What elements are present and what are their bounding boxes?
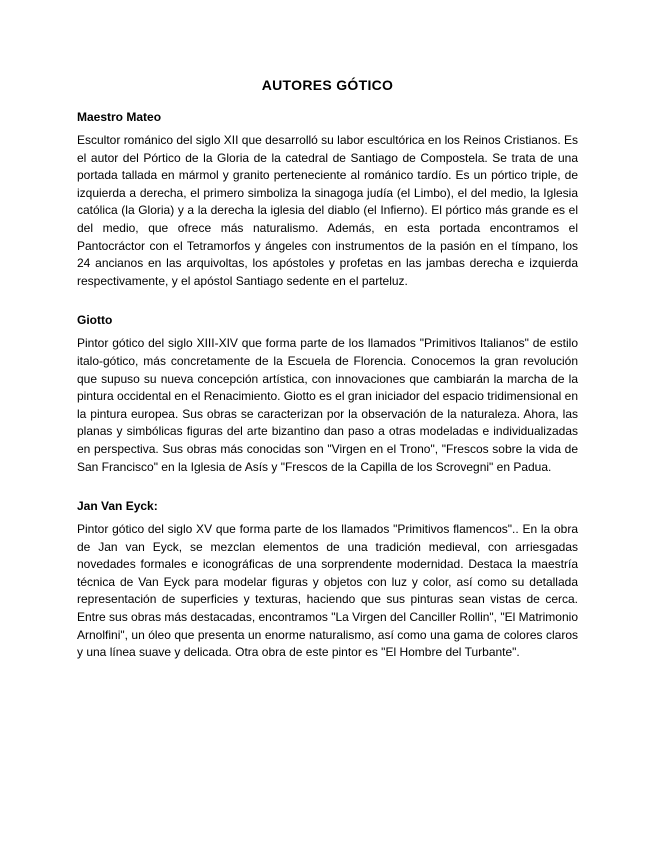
section-paragraph: Pintor gótico del siglo XIII-XIV que forma parte de los llamados "Primitivos Italianos" de estilo italo-gótico, más concretamente de la Escuela de Florencia. Conocemos la gran revolución que supuso su nueva concepción artística, con innovaciones que cambiarán la marcha de la pintura occidental en el Renacimiento. Giotto es el gran iniciador del espacio tridimensional en la pintura europea. Sus obras se caracterizan por la observación de la naturaleza. Ahora, las planas y simbólicas figuras del arte bizantino dan paso a otras modeladas e individualizadas en perspectiva. Sus obras más conocidas son "Virgen en el Trono", "Frescos sobre la vida de San Francisco" en la Iglesia de Asís y "Frescos de la Capilla de los Scrovegni" en Padua. bbox=[77, 336, 578, 474]
document-title: AUTORES GÓTICO bbox=[261, 77, 394, 93]
section-giotto bbox=[77, 312, 578, 476]
section-heading: Jan Van Eyck: bbox=[77, 499, 158, 514]
section-jan-van-eyck bbox=[77, 498, 578, 662]
section-paragraph: Pintor gótico del siglo XV que forma parte de los llamados "Primitivos flamencos".. En la obra de Jan van Eyck, se mezclan elementos de una tradición medieval, con arriesgadas novedades formales e iconográficas de una sorprendente modernidad. Destaca la maestría técnica de Van Eyck para modelar figuras y objetos con luz y color, así como su detallada representación de superficies y texturas, haciendo que sus pinturas sean vistas de cerca. Entre sus obras más destacadas, encontramos "La Virgen del Canciller Rollin", "El Matrimonio Arnolfini", un óleo que presenta un enorme naturalismo, así como una gama de colores claros y una línea suave y delicada. Otra obra de este pintor es "El Hombre del Turbante". bbox=[77, 522, 578, 660]
section-heading: Maestro Mateo bbox=[77, 110, 162, 124]
section-maestro-mateo bbox=[77, 109, 578, 290]
section-heading: Giotto bbox=[77, 313, 113, 328]
section-paragraph: Escultor románico del siglo XII que desarrolló su labor escultórica en los Reinos Cristianos. Es el autor del Pórtico de la Gloria de la catedral de Santiago de Compostela. Se trata de una portada tallada en mármol y granito perteneciente al románico tardío. Es un pórtico triple, de izquierda a derecha, el primero simboliza la sinagoga judía (el Limbo), el del medio, la Iglesia católica (la Gloria) y a la derecha la iglesia del diablo (el Infierno). El pórtico más grande es el del medio, que ofrece más naturalismo. Además, en esta portada encontramos el Pantocráctor con el Tetramorfos y ángeles con instrumentos de la pasión en el tímpano, los 24 ancianos en las arquivoltas, los apóstoles y profetas en las jambas derecha e izquierda respectivamente, y el apóstol Santiago sedente en el parteluz. bbox=[77, 133, 578, 288]
